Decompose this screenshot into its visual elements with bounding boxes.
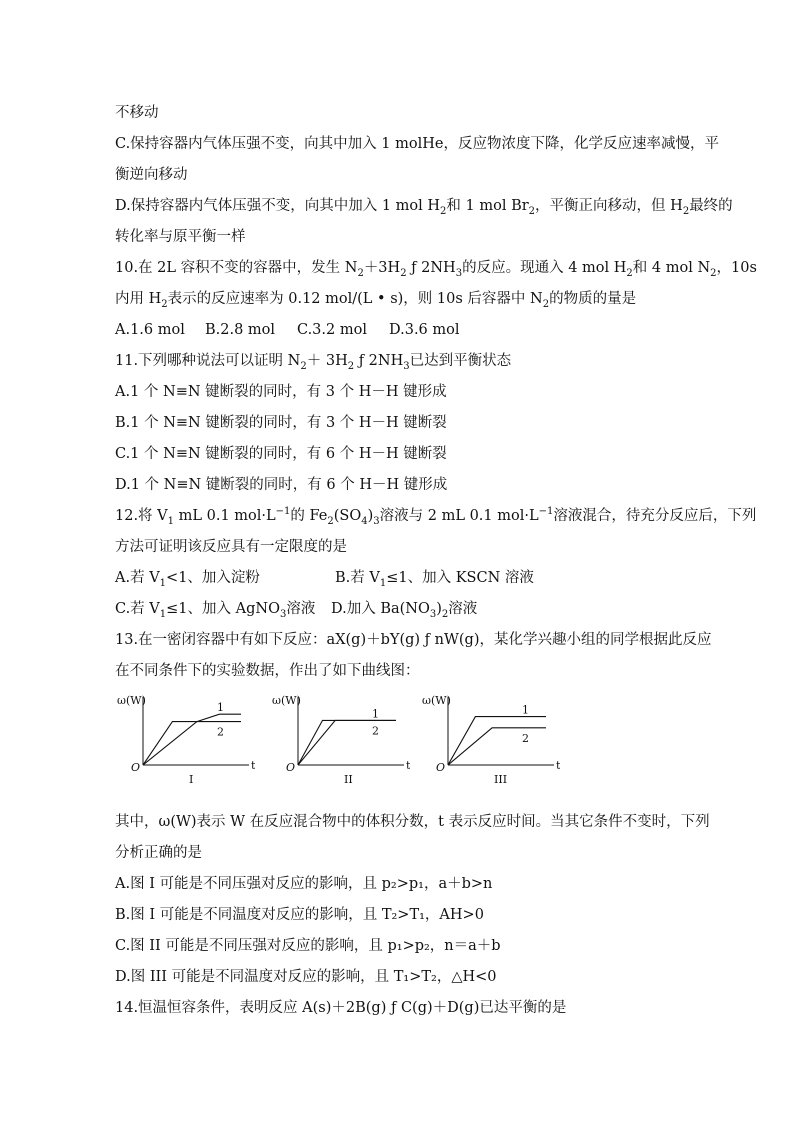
y-axis-label: ω(W) xyxy=(117,694,146,707)
option-b: B.若 $V_1\le 1$、加入 KSCN 溶液 xyxy=(335,570,534,589)
series-label-2: 2 xyxy=(522,731,529,745)
x-axis-label: t xyxy=(406,759,410,772)
option-b: B.图 I 可能是不同温度对反应的影响，且 T₂>T₁，AH>0 xyxy=(115,907,484,923)
question-10: 10.在 2L 容积不变的容器中，发生 $N_2+3H_2$ ƒ $2NH_3$的反应。现通入 4 mol $H_2$和 4 mol $N_2$，10s xyxy=(115,260,757,279)
option-c: C.3.2 mol xyxy=(297,322,367,338)
series-line-1 xyxy=(448,717,546,765)
text-line: 其中，ω(W)表示 W 在反应混合物中的体积分数，t 表示反应时间。当其它条件不变时，下列 xyxy=(115,814,710,830)
chart-title: II xyxy=(344,773,353,786)
option-d: D.加入 $Ba(NO_3)_2$溶液 xyxy=(331,601,478,620)
question-11: 11.下列哪种说法可以证明 $N_2+ 3H_2$ ƒ $2NH_3$已达到平衡状态 xyxy=(115,353,512,372)
text-line: 在不同条件下的实验数据，作出了如下曲线图： xyxy=(115,663,420,679)
option-c: C.1 个 N≡N 键断裂的同时，有 6 个 H－H 键断裂 xyxy=(115,446,447,462)
chart-title: I xyxy=(189,773,194,786)
option-d: D.图 III 可能是不同温度对反应的影响，且 T₁>T₂，△H<0 xyxy=(115,969,497,985)
series-line-1 xyxy=(298,720,396,765)
series-label-1: 1 xyxy=(372,707,379,721)
text-line: 方法可证明该反应具有一定限度的是 xyxy=(115,539,347,555)
text-line: C.保持容器内气体压强不变，向其中加入 1 molHe，反应物浓度下降，化学反应速率减慢，平 xyxy=(115,136,719,152)
series-label-2: 2 xyxy=(372,724,379,738)
origin-label: O xyxy=(286,761,296,774)
question-12: 12.将 $V_1$ mL 0.1 $mol\cdot L^{-1}$的 $Fe_2(SO_4)_3$溶液与 2 mL 0.1 $mol\cdot L^{-1}$溶液混合，待充分反应后，下列 xyxy=(115,506,757,527)
series-line-2 xyxy=(448,728,546,765)
text-line: 分析正确的是 xyxy=(115,845,202,861)
text-line: 转化率与原平衡一样 xyxy=(115,229,246,245)
option-d: D.1 个 N≡N 键断裂的同时，有 6 个 H－H 键形成 xyxy=(115,477,448,493)
options-12-cd xyxy=(115,594,685,625)
chart-II xyxy=(270,693,410,803)
exam-page xyxy=(115,98,757,1024)
text-line: 衡逆向移动 xyxy=(115,167,188,183)
x-axis-label: t xyxy=(556,759,560,772)
series-line-2 xyxy=(298,720,396,765)
options-10 xyxy=(115,315,685,346)
series-line-2 xyxy=(143,722,241,765)
y-axis-label: ω(W) xyxy=(422,694,451,707)
text-line: D.保持容器内气体压强不变，向其中加入 1 mol $H_2$和 1 mol $Br_2$，平衡正向移动，但 $H_2$最终的 xyxy=(115,198,733,217)
option-c: C.若 $V_1\le 1$、加入 AgNO$_3$溶液 xyxy=(115,601,316,620)
chart-title: III xyxy=(494,773,508,786)
text-line: 内用 $H_2$表示的反应速率为 0.12 mol/(L • s)，则 10s 后容器中 $N_2$的物质的量是 xyxy=(115,291,637,310)
text-line: 不移动 xyxy=(115,105,159,121)
option-c: C.图 II 可能是不同压强对反应的影响，且 p₁>p₂，n＝a＋b xyxy=(115,938,501,954)
series-label-2: 2 xyxy=(217,725,224,739)
chart-III xyxy=(420,693,560,803)
origin-label: O xyxy=(436,761,446,774)
options-12-ab xyxy=(115,563,685,594)
option-a: A.图 I 可能是不同压强对反应的影响，且 p₂>p₁，a＋b>n xyxy=(115,876,493,892)
option-d: D.3.6 mol xyxy=(389,322,460,338)
option-b: B.2.8 mol xyxy=(205,322,276,338)
option-a: A.1.6 mol xyxy=(115,322,185,338)
series-label-1: 1 xyxy=(522,703,529,717)
option-b: B.1 个 N≡N 键断裂的同时，有 3 个 H－H 键断裂 xyxy=(115,415,447,431)
chart-III-svg xyxy=(420,693,560,803)
series-label-1: 1 xyxy=(217,701,224,715)
origin-label: O xyxy=(131,761,141,774)
y-axis-label: ω(W) xyxy=(272,694,301,707)
question-14: 14.恒温恒容条件，表明反应 A(s)＋2B(g) ƒ C(g)＋D(g)已达平衡的是 xyxy=(115,1000,567,1016)
question-13: 13.在一密闭容器中有如下反应：aX(g)＋bY(g) ƒ nW(g)，某化学兴趣小组的同学根据此反应 xyxy=(115,632,712,648)
option-a: A.1 个 N≡N 键断裂的同时，有 3 个 H－H 键形成 xyxy=(115,384,447,400)
option-a: A.若 $V_1<1$、加入淀粉 xyxy=(115,570,260,589)
chart-row xyxy=(115,693,685,803)
chart-I xyxy=(115,693,255,803)
chart-I-svg xyxy=(115,693,255,803)
x-axis-label: t xyxy=(251,759,255,772)
chart-II-svg xyxy=(270,693,410,803)
